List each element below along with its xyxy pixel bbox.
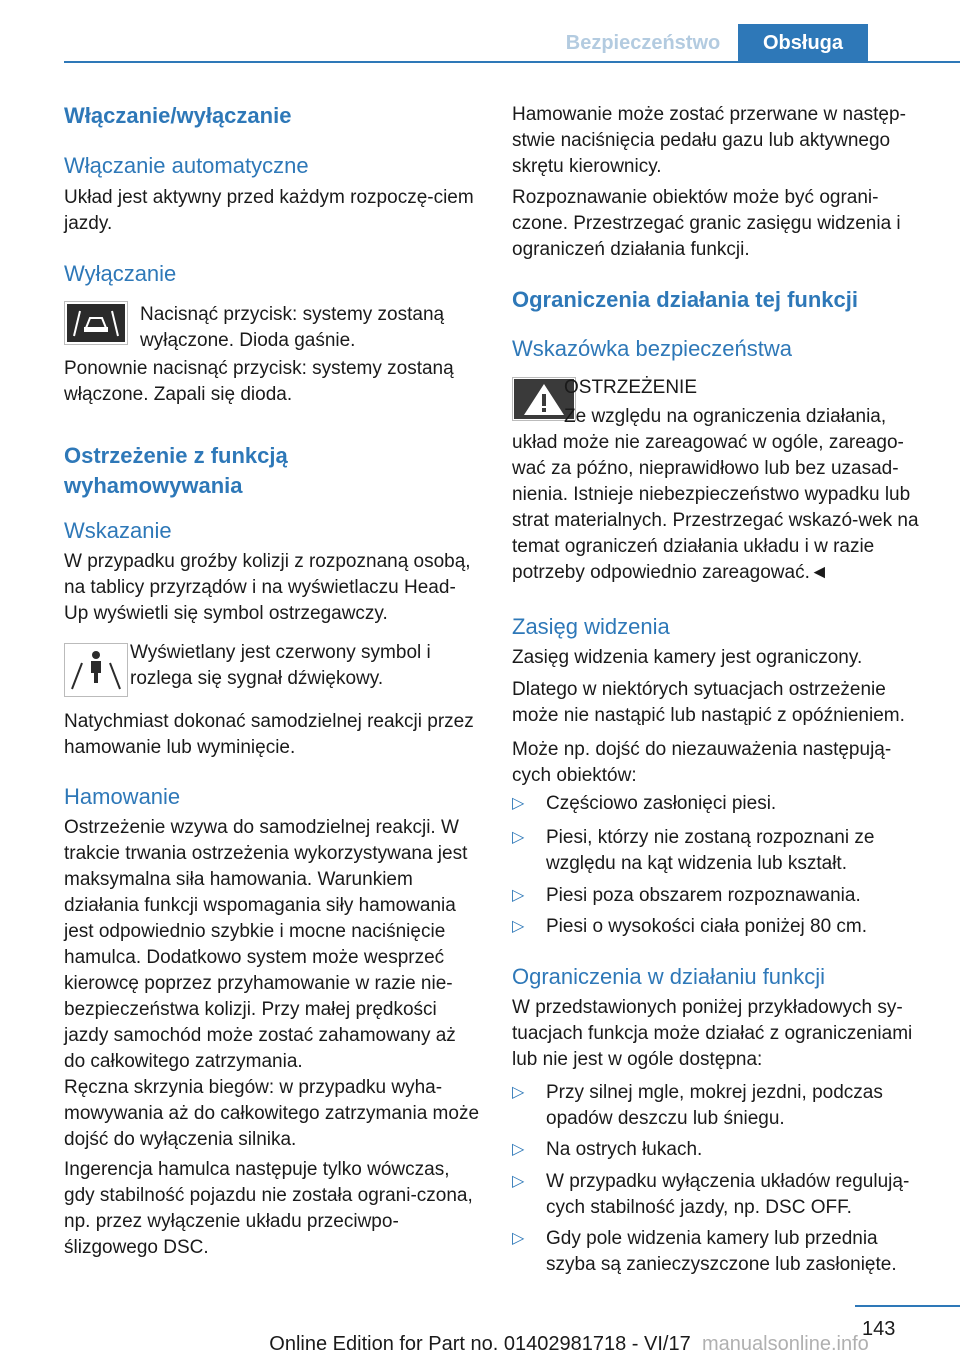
footer-rule: [855, 1305, 960, 1307]
paragraph-unnoticed: Może np. dojść do niezauważenia następują-cych obiektów:: [512, 739, 892, 786]
list-item-text: W przypadku wyłączenia układów regulują-cych stabilność jazdy, np. DSC OFF.: [546, 1171, 910, 1218]
paragraph-therefore: Dlatego w niektórych sytuacjach ostrzeżenie może nie nastąpić lub nastąpić z opóźnieniem.: [512, 679, 905, 726]
paragraph-braking: Ostrzeżenie wzywa do samodzielnej reakcji. W trakcie trwania ostrzeżenia wykorzystywana jest maksymalna siła hamowania. Warunkiem działania funkcji wspomagania siły hamowania jest odpowiednio szybkie i mocne naciśnięcie hamulca. Dodatkowo system może wesprzeć kierowcę poprzez przyhamowanie w razie nie-bezpieczeństwa kolizji. Przy małej prędkości jazdy samochód może zostać zahamowany aż do całkowitego zatrzymania.: [64, 817, 468, 1072]
list-item-text: Przy silnej mgle, mokrej jezdni, podczas opadów deszczu lub śniegu.: [546, 1082, 883, 1129]
bullet-icon: ▷: [512, 1173, 525, 1190]
paragraph-intervention: Ingerencja hamulca następuje tylko wówczas, gdy stabilność pojazdu nie została ograni-czona, np. przez wyłączenie układu przeciwpo-ślizgowego DSC.: [64, 1159, 473, 1258]
list-item: [512, 914, 930, 940]
bullet-icon: ▷: [512, 795, 525, 812]
list-item-text: Piesi o wysokości ciała poniżej 80 cm.: [546, 916, 868, 937]
bullet-icon: ▷: [512, 918, 525, 935]
bullet-icon: ▷: [512, 887, 525, 904]
list-item-text: Piesi, którzy nie zostaną rozpoznani ze względu na kąt widzenia lub kształt.: [546, 827, 875, 874]
bullet-icon: ▷: [512, 1084, 525, 1101]
watermark: manualsonline.info: [702, 1333, 869, 1355]
header-chapter-tab: Obsługa: [738, 24, 868, 63]
heading-brake-warning: Ostrzeżenie z funkcją wyhamowywania: [64, 443, 288, 498]
heading-limits-2: Ograniczenia w działaniu funkcji: [512, 964, 826, 989]
list-item: [512, 1169, 930, 1221]
header-section-tab: Bezpieczeństwo: [565, 32, 721, 54]
heading-display: Wskazanie: [64, 518, 172, 543]
list-item: [512, 791, 930, 817]
heading-limits: Ograniczenia działania tej funkcji: [512, 287, 858, 312]
heading-auto-on: Włączanie automatyczne: [64, 153, 309, 178]
paragraph-range: Zasięg widzenia kamery jest ograniczony.: [512, 647, 863, 668]
list-item: [512, 1080, 930, 1132]
paragraph-on-again: Ponownie nacisnąć przycisk: systemy zostaną włączone. Zapali się dioda.: [64, 358, 454, 405]
paragraph-off-button: Nacisnąć przycisk: systemy zostaną wyłączone. Dioda gaśnie.: [140, 304, 445, 351]
bullet-icon: ▷: [512, 829, 525, 846]
list-item-text: Piesi poza obszarem rozpoznawania.: [546, 885, 861, 906]
warning-label: OSTRZEŻENIE: [564, 377, 698, 398]
heading-on-off: Włączanie/wyłączanie: [64, 103, 292, 128]
list-item-text: Gdy pole widzenia kamery lub przednia szyba są zanieczyszczone lub zasłonięte.: [546, 1228, 897, 1275]
list-item: [512, 1137, 930, 1163]
paragraph-warning: Ze względu na ograniczenia działania, układ może nie zareagować w ogóle, zareago-wać za późno, nieprawidłowo lub bez uzasad-nienia. Istnieje niebezpieczeństwo wypadku lub strat materialnych. Przestrzegać wskazó-wek na temat ograniczeń działania układu i w razie potrzeby odpowiednio zareagować.◄: [512, 406, 919, 583]
header-rule: [64, 61, 960, 63]
heading-safety: Wskazówka bezpieczeństwa: [512, 336, 793, 361]
paragraph-interrupt: Hamowanie może zostać przerwane w następ-stwie naciśnięcia pedału gazu lub aktywnego skrętu kierownicy.: [512, 104, 906, 177]
paragraph-red-symbol: Wyświetlany jest czerwony symbol i rozlega się sygnał dźwiękowy.: [130, 642, 431, 689]
list-item: [512, 825, 930, 877]
paragraph-manual-gearbox: Ręczna skrzynia biegów: w przypadku wyha-mowywania aż do całkowitego zatrzymania może dojść do wyłączenia silnika.: [64, 1077, 480, 1150]
list-item: [512, 883, 930, 909]
pedestrian-warning-icon: [64, 643, 128, 697]
paragraph-auto-on: Układ jest aktywny przed każdym rozpoczę-ciem jazdy.: [64, 187, 474, 234]
paragraph-display: W przypadku groźby kolizji z rozpoznaną osobą, na tablicy przyrządów i na wyświetlaczu Head-Up wyświetli się symbol ostrzegawczy.: [64, 551, 471, 624]
footer-edition: Online Edition for Part no. 01402981718 - VI/17: [269, 1333, 691, 1355]
heading-off: Wyłączanie: [64, 261, 177, 286]
list-item-text: Na ostrych łukach.: [546, 1139, 703, 1160]
paragraph-detect: Rozpoznawanie obiektów może być ograni-czone. Przestrzegać granic zasięgu widzenia i ograniczeń działania funkcji.: [512, 187, 901, 260]
list-item: [512, 1226, 930, 1278]
paragraph-limits-2: W przedstawionych poniżej przykładowych sy-tuacjach funkcja może działać z ograniczeniami lub nie jest w ogóle dostępna:: [512, 997, 913, 1070]
heading-braking: Hamowanie: [64, 784, 181, 809]
page-number: 143: [862, 1318, 896, 1340]
heading-range: Zasięg widzenia: [512, 614, 670, 639]
list-item-text: Częściowo zasłonięci piesi.: [546, 793, 777, 814]
paragraph-react: Natychmiast dokonać samodzielnej reakcji przez hamowanie lub wyminięcie.: [64, 711, 474, 758]
bullet-icon: ▷: [512, 1230, 525, 1247]
bullet-icon: ▷: [512, 1141, 525, 1158]
collision-warning-button-icon: [64, 301, 128, 345]
